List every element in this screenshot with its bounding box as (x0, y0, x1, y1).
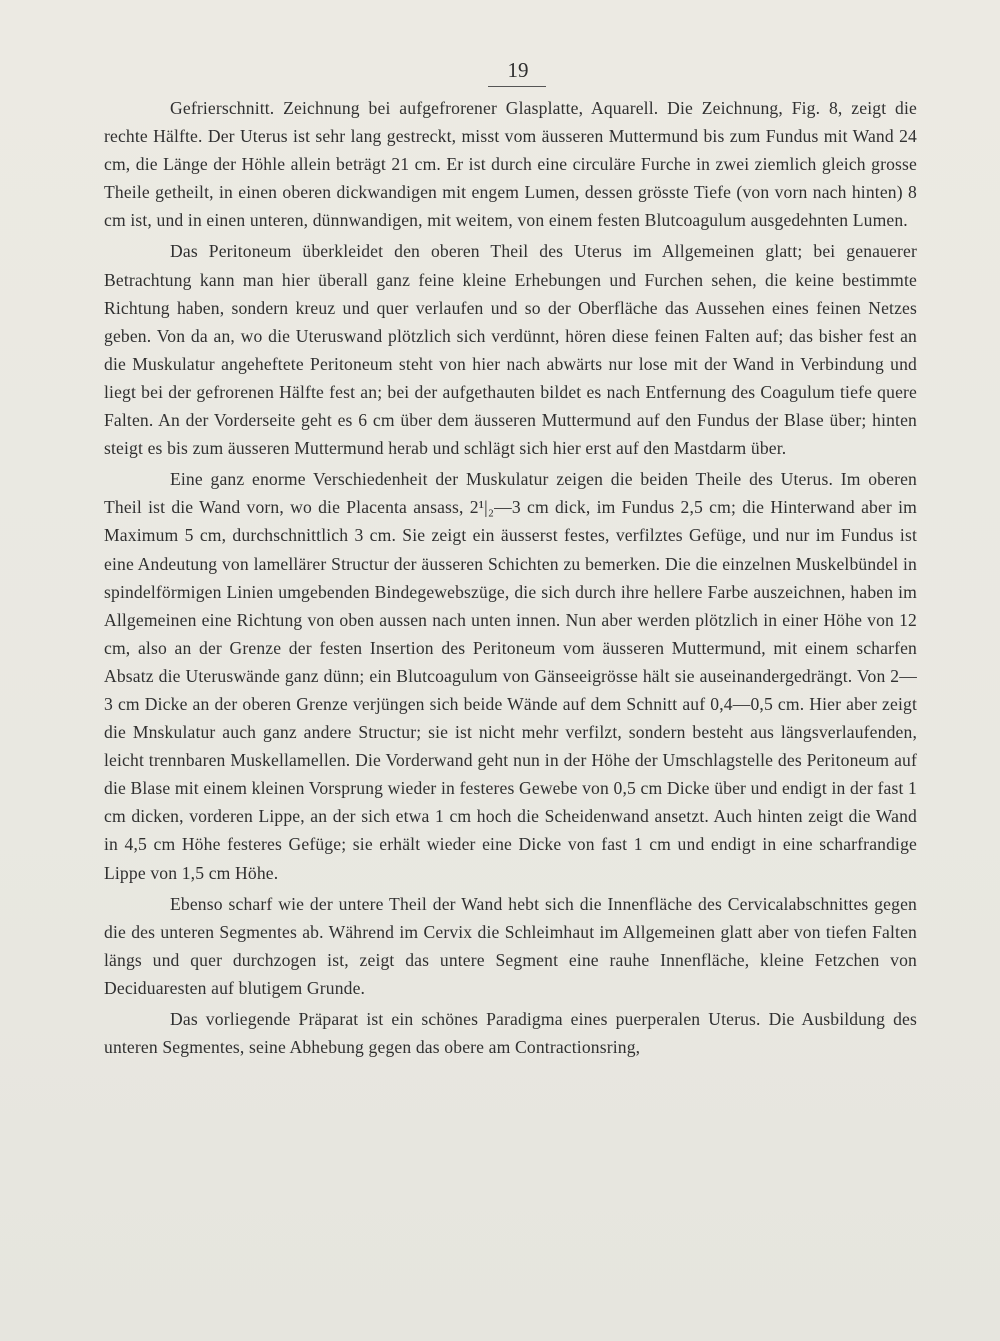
page-number: 19 (507, 58, 529, 82)
body-text (104, 94, 917, 1061)
paragraph-gefrierschnitt: Gefrierschnitt. Zeichnung bei aufgefrorener Glasplatte, Aquarell. Die Zeichnung, Fig. 8, zeigt die rechte Hälfte. Der Uterus ist sehr lang gestreckt, misst vom äusseren Muttermund bis zum Fundus mit Wand 24 cm, die Länge der Höhle allein beträgt 21 cm. Er ist durch eine circuläre Furche in zwei ziemlich gleich grosse Theile getheilt, in einen oberen dickwandigen mit engem Lumen, dessen grösste Tiefe (von vorn nach hinten) 8 cm ist, und in einen unteren, dünnwandigen, mit weitem, von einem festen Blutcoagulum ausgedehnten Lumen. (104, 98, 917, 231)
paragraph-muskulatur: Eine ganz enorme Verschiedenheit der Muskulatur zeigen die beiden Theile des Uterus. Im oberen Theil ist die Wand vorn, wo die Placenta ansass, 2¹|₂—3 cm dick, im Fundus 2,5 cm; die Hinterwand aber im Maximum 5 cm, durchschnittlich 3 cm. Sie zeigt ein äusserst festes, verfilztes Gefüge, und nur im Fundus ist eine Andeutung von lamellärer Structur der äusseren Schichten zu bemerken. Die die einzelnen Muskelbündel in spindelförmigen Linien umgebenden Bindegewebszüge, die sich durch ihre hellere Farbe auszeichnen, haben im Allgemeinen eine Richtung von oben aussen nach unten innen. Nun aber werden plötzlich in einer Höhe von 12 cm, also an der Grenze der festen Insertion des Peritoneum vom äusseren Muttermund, mit einem scharfen Absatz die Uteruswände ganz dünn; ein Blutcoagulum von Gänseeigrösse hält sie auseinandergedrängt. Von 2—3 cm Dicke an der oberen Grenze verjüngen sich beide Wände auf dem Schnitt auf 0,4—0,5 cm. Hier aber zeigt die Mnskulatur auch ganz andere Structur; sie ist nicht mehr verfilzt, sondern besteht aus längsverlaufenden, leicht trennbaren Muskellamellen. Die Vorderwand geht nun in der Höhe der Umschlagstelle des Peritoneum auf die Blase mit einem kleinen Vorsprung wieder in festeres Gewebe von 0,5 cm Dicke über und endigt in der fast 1 cm dicken, vorderen Lippe, an der sich etwa 1 cm hoch die Scheidenwand ansetzt. Auch hinten zeigt die Wand in 4,5 cm Höhe festeres Gefüge; sie erhält wieder eine Dicke von fast 1 cm und endigt in eine scharfrandige Lippe von 1,5 cm Höhe. (104, 469, 917, 883)
paragraph-peritoneum: Das Peritoneum überkleidet den oberen Theil des Uterus im Allgemeinen glatt; bei genauerer Betrachtung kann man hier überall ganz feine kleine Erhebungen und Furchen sehen, die keine bestimmte Richtung haben, sondern kreuz und quer verlaufen und so der Oberfläche das Aussehen eines feinen Netzes geben. Von da an, wo die Uteruswand plötzlich sich verdünnt, hören diese feinen Falten auf; das bisher fest an die Muskulatur angeheftete Peritoneum steht von hier nach abwärts nur lose mit der Wand in Verbindung und liegt bei der gefrorenen Hälfte fest an; bei der aufgethauten bildet es nach Entfernung des Coagulum tiefe quere Falten. An der Vorderseite geht es 6 cm über dem äusseren Muttermund auf den Fundus der Blase über; hinten steigt es bis zum äusseren Muttermund herab und schlägt sich hier erst auf den Mastdarm über. (104, 241, 917, 459)
paragraph-praeparat: Das vorliegende Präparat ist ein schönes Paradigma eines puerperalen Uterus. Die Ausbildung des unteren Segmentes, seine Abhebung gegen das obere am Contractionsring, (104, 1009, 917, 1058)
page-number-rule (488, 86, 546, 87)
paragraph-innenflaeche: Ebenso scharf wie der untere Theil der Wand hebt sich die Innenfläche des Cervicalabschnittes gegen die des unteren Segmentes ab. Während im Cervix die Schleimhaut im Allgemeinen glatt aber von tiefen Falten längs und quer durchzogen ist, zeigt das untere Segment eine rauhe Innenfläche, kleine Fetzchen von Deciduaresten auf blutigem Grunde. (104, 893, 917, 998)
